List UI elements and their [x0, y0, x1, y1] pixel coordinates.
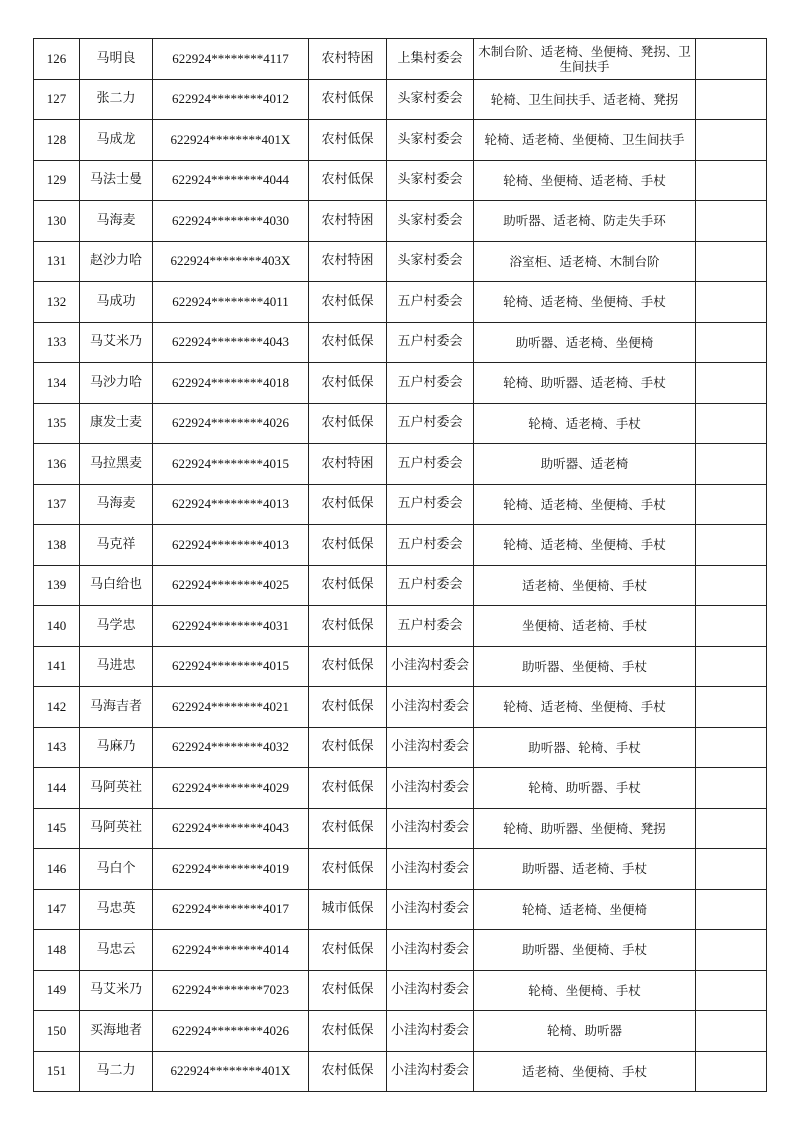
row-number-cell: 137	[34, 484, 80, 525]
table-row	[34, 484, 767, 525]
row-number-cell: 147	[34, 889, 80, 930]
name-cell: 马成功	[80, 282, 153, 323]
note-cell	[696, 484, 767, 525]
note-cell	[696, 808, 767, 849]
row-number-cell: 135	[34, 403, 80, 444]
village-cell: 五户村委会	[387, 322, 474, 363]
name-cell: 马阿英社	[80, 808, 153, 849]
table-row	[34, 1011, 767, 1052]
category-cell: 农村低保	[309, 120, 387, 161]
name-cell: 赵沙力哈	[80, 241, 153, 282]
items-cell: 木制台阶、适老椅、坐便椅、凳拐、卫生间扶手	[474, 39, 696, 80]
category-cell: 农村低保	[309, 484, 387, 525]
row-number-cell: 133	[34, 322, 80, 363]
note-cell	[696, 687, 767, 728]
row-number-cell: 149	[34, 970, 80, 1011]
table-row	[34, 363, 767, 404]
name-cell: 马法士曼	[80, 160, 153, 201]
items-cell: 助听器、坐便椅、手杖	[474, 930, 696, 971]
table-row	[34, 160, 767, 201]
note-cell	[696, 39, 767, 80]
village-cell: 小洼沟村委会	[387, 646, 474, 687]
id-number-cell: 622924********4031	[153, 606, 309, 647]
id-number-cell: 622924********4026	[153, 1011, 309, 1052]
note-cell	[696, 889, 767, 930]
id-number-cell: 622924********4013	[153, 484, 309, 525]
name-cell: 马明良	[80, 39, 153, 80]
village-cell: 五户村委会	[387, 484, 474, 525]
table-row	[34, 606, 767, 647]
category-cell: 农村低保	[309, 930, 387, 971]
category-cell: 农村低保	[309, 403, 387, 444]
village-cell: 小洼沟村委会	[387, 808, 474, 849]
name-cell: 张二力	[80, 79, 153, 120]
row-number-cell: 131	[34, 241, 80, 282]
row-number-cell: 127	[34, 79, 80, 120]
note-cell	[696, 565, 767, 606]
village-cell: 头家村委会	[387, 241, 474, 282]
village-cell: 五户村委会	[387, 565, 474, 606]
village-cell: 小洼沟村委会	[387, 849, 474, 890]
id-number-cell: 622924********4117	[153, 39, 309, 80]
table-row	[34, 768, 767, 809]
row-number-cell: 151	[34, 1051, 80, 1092]
village-cell: 小洼沟村委会	[387, 727, 474, 768]
row-number-cell: 142	[34, 687, 80, 728]
id-number-cell: 622924********4030	[153, 201, 309, 242]
row-number-cell: 145	[34, 808, 80, 849]
note-cell	[696, 525, 767, 566]
table-row	[34, 849, 767, 890]
row-number-cell: 141	[34, 646, 80, 687]
id-number-cell: 622924********4021	[153, 687, 309, 728]
name-cell: 买海地者	[80, 1011, 153, 1052]
table-row	[34, 322, 767, 363]
name-cell: 马艾米乃	[80, 970, 153, 1011]
items-cell: 轮椅、适老椅、手杖	[474, 403, 696, 444]
table-row	[34, 727, 767, 768]
table-row	[34, 970, 767, 1011]
name-cell: 马拉黑麦	[80, 444, 153, 485]
items-cell: 适老椅、坐便椅、手杖	[474, 565, 696, 606]
items-cell: 助听器、适老椅、防走失手环	[474, 201, 696, 242]
table-body	[34, 39, 767, 1092]
village-cell: 小洼沟村委会	[387, 768, 474, 809]
village-cell: 小洼沟村委会	[387, 930, 474, 971]
category-cell: 农村低保	[309, 322, 387, 363]
id-number-cell: 622924********4025	[153, 565, 309, 606]
category-cell: 农村低保	[309, 970, 387, 1011]
items-cell: 轮椅、适老椅、坐便椅、手杖	[474, 484, 696, 525]
note-cell	[696, 727, 767, 768]
village-cell: 五户村委会	[387, 282, 474, 323]
name-cell: 马忠云	[80, 930, 153, 971]
table-row	[34, 39, 767, 80]
category-cell: 农村低保	[309, 79, 387, 120]
table-row	[34, 930, 767, 971]
village-cell: 头家村委会	[387, 79, 474, 120]
note-cell	[696, 606, 767, 647]
note-cell	[696, 768, 767, 809]
id-number-cell: 622924********4044	[153, 160, 309, 201]
category-cell: 农村低保	[309, 768, 387, 809]
note-cell	[696, 201, 767, 242]
category-cell: 农村特困	[309, 39, 387, 80]
id-number-cell: 622924********4026	[153, 403, 309, 444]
table-row	[34, 1051, 767, 1092]
village-cell: 五户村委会	[387, 403, 474, 444]
village-cell: 小洼沟村委会	[387, 970, 474, 1011]
id-number-cell: 622924********4043	[153, 808, 309, 849]
items-cell: 轮椅、适老椅、坐便椅	[474, 889, 696, 930]
name-cell: 马麻乃	[80, 727, 153, 768]
name-cell: 马忠英	[80, 889, 153, 930]
category-cell: 农村低保	[309, 646, 387, 687]
note-cell	[696, 120, 767, 161]
table-row	[34, 201, 767, 242]
name-cell: 马进忠	[80, 646, 153, 687]
note-cell	[696, 160, 767, 201]
items-cell: 轮椅、坐便椅、适老椅、手杖	[474, 160, 696, 201]
category-cell: 农村低保	[309, 565, 387, 606]
table-row	[34, 646, 767, 687]
village-cell: 小洼沟村委会	[387, 1051, 474, 1092]
id-number-cell: 622924********4014	[153, 930, 309, 971]
village-cell: 头家村委会	[387, 201, 474, 242]
row-number-cell: 148	[34, 930, 80, 971]
id-number-cell: 622924********4032	[153, 727, 309, 768]
category-cell: 农村低保	[309, 606, 387, 647]
category-cell: 农村低保	[309, 1051, 387, 1092]
row-number-cell: 140	[34, 606, 80, 647]
row-number-cell: 139	[34, 565, 80, 606]
items-cell: 轮椅、助听器、手杖	[474, 768, 696, 809]
category-cell: 农村低保	[309, 849, 387, 890]
name-cell: 马海麦	[80, 201, 153, 242]
beneficiary-table	[33, 38, 767, 1092]
id-number-cell: 622924********4019	[153, 849, 309, 890]
category-cell: 城市低保	[309, 889, 387, 930]
items-cell: 助听器、坐便椅、手杖	[474, 646, 696, 687]
id-number-cell: 622924********403X	[153, 241, 309, 282]
name-cell: 马成龙	[80, 120, 153, 161]
id-number-cell: 622924********7023	[153, 970, 309, 1011]
note-cell	[696, 403, 767, 444]
row-number-cell: 150	[34, 1011, 80, 1052]
name-cell: 马艾米乃	[80, 322, 153, 363]
row-number-cell: 144	[34, 768, 80, 809]
table-row	[34, 282, 767, 323]
table-row	[34, 403, 767, 444]
items-cell: 轮椅、卫生间扶手、适老椅、凳拐	[474, 79, 696, 120]
category-cell: 农村低保	[309, 282, 387, 323]
village-cell: 五户村委会	[387, 525, 474, 566]
note-cell	[696, 646, 767, 687]
id-number-cell: 622924********401X	[153, 120, 309, 161]
note-cell	[696, 444, 767, 485]
items-cell: 轮椅、坐便椅、手杖	[474, 970, 696, 1011]
category-cell: 农村低保	[309, 525, 387, 566]
note-cell	[696, 363, 767, 404]
category-cell: 农村低保	[309, 727, 387, 768]
category-cell: 农村特困	[309, 444, 387, 485]
note-cell	[696, 1051, 767, 1092]
table-row	[34, 687, 767, 728]
id-number-cell: 622924********4017	[153, 889, 309, 930]
village-cell: 五户村委会	[387, 606, 474, 647]
village-cell: 五户村委会	[387, 444, 474, 485]
note-cell	[696, 970, 767, 1011]
village-cell: 五户村委会	[387, 363, 474, 404]
note-cell	[696, 930, 767, 971]
category-cell: 农村低保	[309, 687, 387, 728]
items-cell: 助听器、轮椅、手杖	[474, 727, 696, 768]
id-number-cell: 622924********4015	[153, 646, 309, 687]
row-number-cell: 146	[34, 849, 80, 890]
table-row	[34, 444, 767, 485]
village-cell: 头家村委会	[387, 160, 474, 201]
category-cell: 农村特困	[309, 241, 387, 282]
row-number-cell: 136	[34, 444, 80, 485]
category-cell: 农村低保	[309, 808, 387, 849]
items-cell: 轮椅、适老椅、坐便椅、手杖	[474, 525, 696, 566]
name-cell: 马克祥	[80, 525, 153, 566]
name-cell: 马二力	[80, 1051, 153, 1092]
name-cell: 马海麦	[80, 484, 153, 525]
row-number-cell: 130	[34, 201, 80, 242]
items-cell: 助听器、适老椅、手杖	[474, 849, 696, 890]
table-row	[34, 565, 767, 606]
id-number-cell: 622924********4015	[153, 444, 309, 485]
items-cell: 坐便椅、适老椅、手杖	[474, 606, 696, 647]
row-number-cell: 143	[34, 727, 80, 768]
row-number-cell: 129	[34, 160, 80, 201]
note-cell	[696, 282, 767, 323]
note-cell	[696, 849, 767, 890]
items-cell: 轮椅、适老椅、坐便椅、手杖	[474, 687, 696, 728]
items-cell: 助听器、适老椅、坐便椅	[474, 322, 696, 363]
name-cell: 马白个	[80, 849, 153, 890]
table-row	[34, 808, 767, 849]
name-cell: 康发士麦	[80, 403, 153, 444]
items-cell: 助听器、适老椅	[474, 444, 696, 485]
id-number-cell: 622924********4018	[153, 363, 309, 404]
id-number-cell: 622924********4011	[153, 282, 309, 323]
category-cell: 农村低保	[309, 160, 387, 201]
items-cell: 轮椅、助听器	[474, 1011, 696, 1052]
village-cell: 小洼沟村委会	[387, 1011, 474, 1052]
table-row	[34, 525, 767, 566]
items-cell: 轮椅、助听器、坐便椅、凳拐	[474, 808, 696, 849]
village-cell: 小洼沟村委会	[387, 687, 474, 728]
note-cell	[696, 241, 767, 282]
id-number-cell: 622924********4012	[153, 79, 309, 120]
village-cell: 头家村委会	[387, 120, 474, 161]
table-row	[34, 79, 767, 120]
row-number-cell: 134	[34, 363, 80, 404]
id-number-cell: 622924********4043	[153, 322, 309, 363]
table-row	[34, 241, 767, 282]
items-cell: 轮椅、适老椅、坐便椅、卫生间扶手	[474, 120, 696, 161]
name-cell: 马海吉者	[80, 687, 153, 728]
row-number-cell: 138	[34, 525, 80, 566]
category-cell: 农村低保	[309, 363, 387, 404]
id-number-cell: 622924********4029	[153, 768, 309, 809]
name-cell: 马沙力哈	[80, 363, 153, 404]
items-cell: 浴室柜、适老椅、木制台阶	[474, 241, 696, 282]
table-row	[34, 120, 767, 161]
name-cell: 马阿英社	[80, 768, 153, 809]
id-number-cell: 622924********401X	[153, 1051, 309, 1092]
name-cell: 马学忠	[80, 606, 153, 647]
row-number-cell: 126	[34, 39, 80, 80]
category-cell: 农村特困	[309, 201, 387, 242]
note-cell	[696, 1011, 767, 1052]
village-cell: 小洼沟村委会	[387, 889, 474, 930]
village-cell: 上集村委会	[387, 39, 474, 80]
row-number-cell: 132	[34, 282, 80, 323]
id-number-cell: 622924********4013	[153, 525, 309, 566]
items-cell: 轮椅、助听器、适老椅、手杖	[474, 363, 696, 404]
table-row	[34, 889, 767, 930]
category-cell: 农村低保	[309, 1011, 387, 1052]
name-cell: 马白给也	[80, 565, 153, 606]
note-cell	[696, 322, 767, 363]
row-number-cell: 128	[34, 120, 80, 161]
note-cell	[696, 79, 767, 120]
items-cell: 轮椅、适老椅、坐便椅、手杖	[474, 282, 696, 323]
items-cell: 适老椅、坐便椅、手杖	[474, 1051, 696, 1092]
